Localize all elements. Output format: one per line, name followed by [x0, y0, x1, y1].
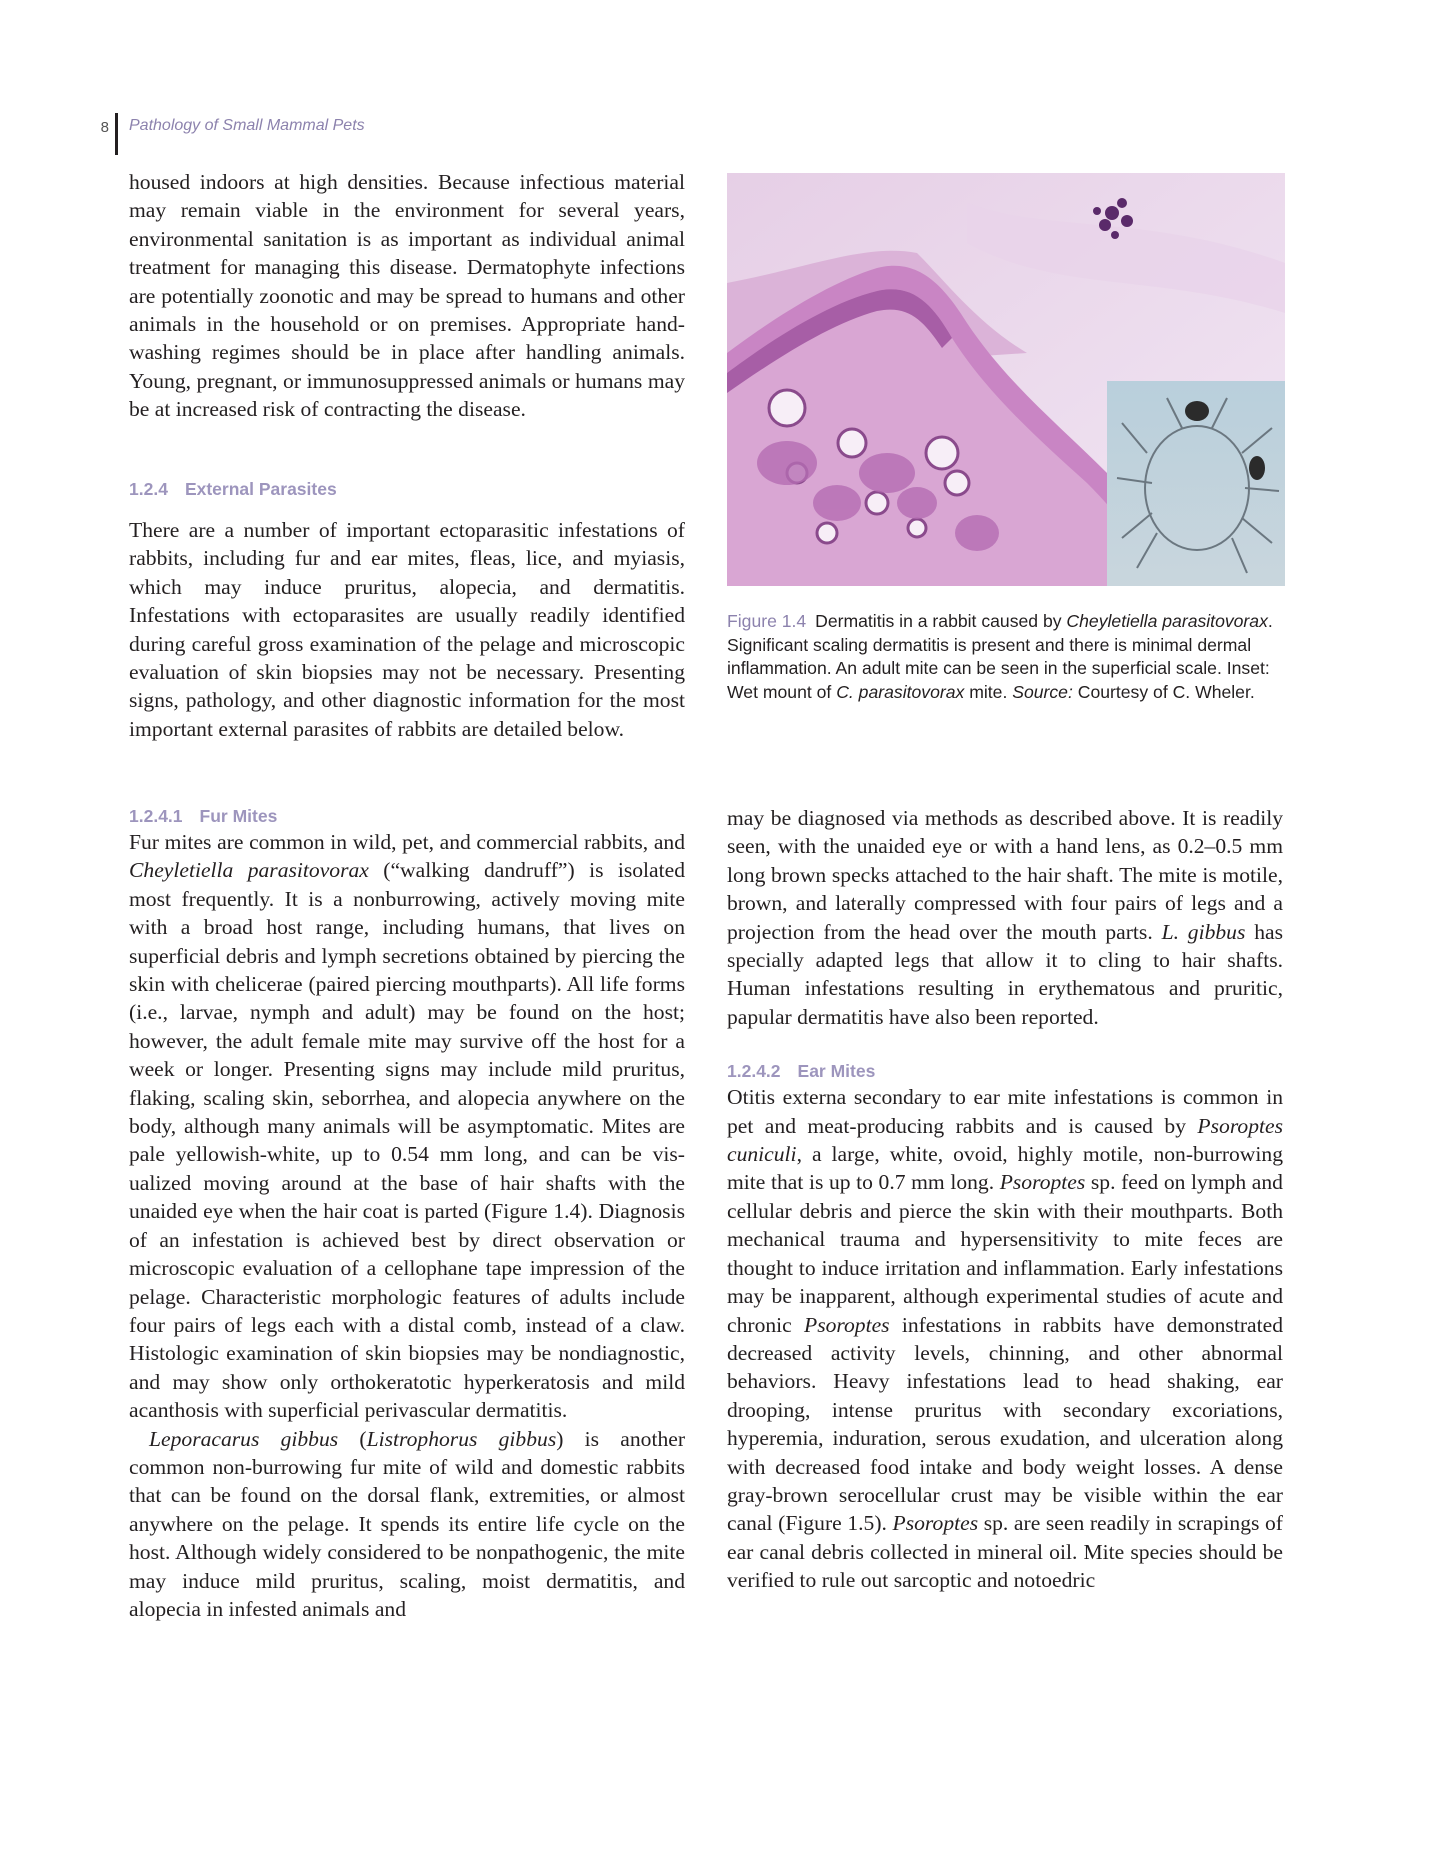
text-run: infestations in rabbits have demonstrated decreased activity levels, chinning, and other abnormal behaviors. Heavy infestations lead to head shaking, ear drooping, intense pruritus with secondary excoriations, hyperemia, induration, serous exudation, and ulceration along with decreased food intake and body weight losses. A dense gray-brown serocellular crust may be visible within the ear canal (Figure 1.5). — [727, 1312, 1283, 1536]
body-paragraph — [129, 1425, 685, 1624]
caption-text: . Significant scaling dermatitis is present and there is minimal dermal inflammation. An adult mite can be seen in the superficial scale. Inset: Wet mount of — [727, 611, 1273, 702]
text-run: has specially adapted legs that allow it to cling to hair shafts. Human infestations resulting in erythematous and pruritic, papular dermatitis have also been reported. — [727, 919, 1283, 1029]
figure-caption — [727, 610, 1287, 704]
body-paragraph — [727, 804, 1283, 1031]
caption-text: mite. — [964, 681, 1008, 702]
source-text: Courtesy of C. Wheler. — [1077, 681, 1255, 702]
body-paragraph: housed indoors at high densities. Because infectious material may remain viable in the environment for several years, environmental sanitation is as important as individual animal treatment for managing this disease. Dermatophyte infections are potentially zoonotic and may be spread to humans and other animals in the household or on premises. Appropriate hand-washing regimes should be in place after handling animals. Young, pregnant, or immunosuppressed animals or humans may be at increased risk of contracting the disease. — [129, 170, 685, 422]
left-column-top — [129, 168, 685, 424]
caption-species: Cheyletiella parasitovorax — [1066, 611, 1268, 631]
histology-micrograph — [727, 173, 1285, 586]
body-paragraph — [727, 1083, 1283, 1594]
section-number: 1.2.4.1 — [129, 806, 183, 826]
section-heading-1-2-4-2 — [727, 1059, 1283, 1083]
body-paragraph — [129, 828, 685, 1425]
figure-label: Figure 1.4 — [727, 611, 807, 631]
right-column-bottom — [727, 804, 1283, 1595]
species-name: Psoroptes — [804, 1312, 890, 1337]
text-run: ) is another common non-burrowing fur mite of wild and domestic rabbits that can be found on the dorsal flank, extremities, or almost anywhere on the pelage. It spends its entire life cycle on the host. Although widely considered to be nonpathogenic, the mite may induce mild pruritus, scaling, moist dermatitis, and alopecia in infested animals and — [129, 1426, 686, 1621]
external-parasites-text — [129, 516, 685, 743]
section-heading-1-2-4-1 — [129, 804, 685, 828]
section-heading-1-2-4 — [129, 477, 337, 501]
body-paragraph: There are a number of important ectoparasitic infestations of rabbits, including fur and ear mites, fleas, lice, and myiasis, which may induce pruritus, alopecia, and dermatitis. Infestations with ectoparasites are usually readily identified during careful gross examination of the pelage and microscopic evaluation of skin biopsies may not be necessary. Presenting signs, pathology, and other diagnostic information for the most important external parasites of rabbits are detailed below. — [129, 518, 685, 741]
species-name: Cheyletiella parasitovorax — [129, 858, 369, 883]
section-title: External Parasites — [184, 479, 337, 499]
text-run: , a large, white, ovoid, highly motile, non-burrowing mite that is up to 0.7 mm long. — [727, 1142, 1283, 1195]
species-name: L. gibbus — [1161, 919, 1246, 944]
section-number: 1.2.4 — [129, 479, 168, 499]
header-rule — [115, 113, 118, 155]
text-run: sp. feed on lymph and cellular debris and pierce the skin with their mouthparts. Both mechanical trauma and hypersensitivity to mite feces are thought to induce irritation and inflammation. Early infestations may be inapparent, although experimental studies of acute and chronic — [727, 1170, 1283, 1337]
species-name: Psoroptes — [892, 1511, 979, 1536]
fur-mites-section — [129, 804, 685, 1623]
caption-species: C. parasitovorax — [836, 681, 965, 702]
species-name: Listrophorus gibbus — [366, 1426, 557, 1451]
species-name: Leporacarus gibbus — [149, 1426, 339, 1451]
figure-1-4 — [727, 173, 1285, 586]
text-run: ( — [338, 1426, 367, 1451]
species-name: Psoroptes cuniculi — [727, 1113, 1283, 1167]
text-run: sp. are seen readily in scrapings of ear canal debris collected in mineral oil. Mite species should be verified to rule out sarcoptic and notoedric — [727, 1511, 1283, 1593]
book-title: Pathology of Small Mammal Pets — [129, 117, 365, 134]
species-name: Psoroptes — [999, 1170, 1086, 1195]
text-run: Fur mites are common in wild, pet, and commercial rabbits, and — [129, 830, 685, 854]
section-title: Ear Mites — [797, 1061, 876, 1082]
text-run: Otitis externa secondary to ear mite infestations is common in pet and meat-producing rabbits and is caused by — [727, 1085, 1283, 1138]
text-run: may be diagnosed via methods as described above. It is readily seen, with the unaided eye or with a hand lens, as 0.2–0.5 mm long brown specks attached to the hair shaft. The mite is motile, brown, and laterally compressed with four pairs of legs and a projection from the head over the mouth parts. — [727, 806, 1283, 944]
text-run: (“walking dandruff”) is isolated most frequently. It is a nonburrowing, actively moving mite with a broad host range, including humans, that lives on superficial debris and lymph secretions obtained by piercing the skin with chelicerae (paired piercing mouthparts). All life forms (i.e., larvae, nymph and adult) may be found on the host; however, the adult female mite may survive off the host for a week or longer. Presenting signs may include mild pruritus, flaking, scaling skin, seborrhea, and alopecia anywhere on the body, although many animals will be asymptomatic. Mites are pale yellowish-white, up to 0.54 mm long, and can be visualized moving around at the base of hair shafts with the unaided eye when the hair coat is parted (Figure 1.4). Diagnosis of an infestation is achieved best by direct observation or microscopic evaluation of a cellophane tape impression of the pelage. Characteristic morphologic features of adults include four pairs of legs each with a distal comb, instead of a claw. Histologic examination of skin biopsies may be nondiagnostic, and may show only orthokeratotic hyperkeratosis and mild acanthosis with superficial perivascular dermatitis. — [129, 858, 686, 1423]
caption-text: Dermatitis in a rabbit caused by — [815, 611, 1067, 631]
source-label: Source: — [1012, 681, 1073, 702]
page-number: 8 — [100, 119, 109, 136]
section-number: 1.2.4.2 — [727, 1061, 781, 1082]
section-title: Fur Mites — [199, 806, 278, 826]
